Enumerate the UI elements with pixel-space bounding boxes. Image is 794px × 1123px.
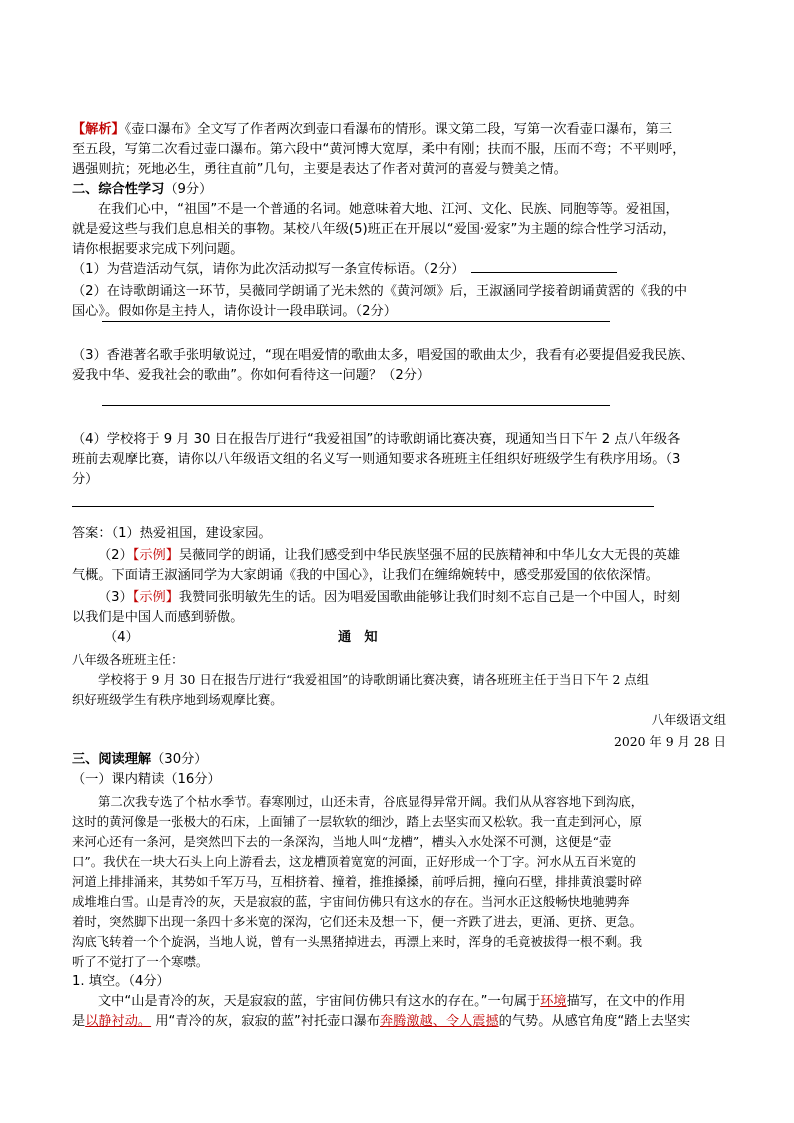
analysis-line-2: 至五段，写第二次看过壶口瀑布。第六段中“黄河博大宽厚，柔中有刚；扶而不服，压而不弯；不平则呼， — [72, 142, 686, 157]
analysis-line-1 — [72, 120, 672, 140]
answer-2-line-2: 气概。下面请王淑涵同学为大家朗诵《我的中国心》，让我们在缠绵婉转中，感受那爱国的依依深情。 — [72, 568, 659, 583]
analysis-text-1: 《壶口瀑布》全文写了作者两次到壶口看瀑布的情形。课文第二段，写第一次看壶口瀑布，第三 — [124, 122, 673, 137]
passage-line-5: 河道上排排涌来，其势如千军万马，互相挤着、撞着，推推搡搡，前呼后拥，撞向石壁，排排黄浪霎时碎 — [72, 874, 642, 889]
question-1-text: （1）为营造活动气氛，请你为此次活动拟写一条宣传标语。（2分） — [72, 262, 465, 277]
fill-text-1b: 描写，在文中的作用 — [566, 994, 686, 1009]
answer-3-line-2: 以我们是中国人而感到骄傲。 — [72, 610, 244, 625]
passage-line-7: 着时，突然脚下出现一条四十多米宽的深沟，它们还未及想一下，便一齐跌了进去，更涌、更挤、更急。 — [72, 914, 642, 929]
answer-line-4[interactable] — [72, 506, 654, 507]
section2-heading — [72, 180, 212, 200]
question-3-line-1: （3）香港著名歌手张明敏说过，“现在唱爱情的歌曲太多，唱爱国的歌曲太少，我看有必要提倡爱我民族、 — [72, 348, 694, 363]
fill-line-1 — [98, 992, 685, 1012]
answer-4-prefix: （4） — [104, 630, 139, 645]
fill-text-2a: 是 — [72, 1014, 86, 1029]
question-4-line-3: 分） — [72, 472, 99, 487]
passage-line-8: 沟底飞转着一个个旋涡，当地人说，曾有一头黑猪掉进去，再漂上来时，浑身的毛竟被拔得一根不剩。我 — [72, 934, 642, 949]
passage-line-9: 听了不觉打了一个寒噤。 — [72, 954, 209, 969]
section2-intro-1: 在我们心中，“祖国”不是一个普通的名词。她意味着大地、江河、文化、民族、同胞等等。爱祖国， — [98, 202, 679, 217]
section3-heading — [72, 750, 207, 770]
notice-recipient: 八年级各班班主任： — [72, 652, 184, 667]
section3-subheading: （一）课内精读（16分） — [72, 772, 221, 787]
fill-answer-3: 奔腾激越、令人震撼 — [379, 1014, 499, 1029]
question-fill-heading: 1. 填空。（4分） — [72, 974, 170, 989]
question-4-line-2: 班前去观摩比赛，请你以八年级语文组的名义写一则通知要求各班班主任组织好班级学生有秩序用场。（3 — [72, 452, 681, 467]
answer-line-3[interactable] — [102, 405, 610, 406]
notice-body-2: 织好班级学生有秩序地到场观摩比赛。 — [72, 692, 283, 707]
notice-date: 2020 年 9 月 28 日 — [613, 734, 726, 749]
section3-title: 三、阅读理解 — [72, 752, 152, 767]
passage-line-6: 成堆堆白雪。山是青冷的灰，天是寂寂的蓝，宇宙间仿佛只有这水的存在。当河水正这般畅快地驰骋奔 — [72, 894, 630, 909]
notice-title: 通 知 — [338, 630, 378, 645]
section3-score: （30分） — [151, 752, 208, 767]
answer-2-tag: 【示例】 — [132, 548, 179, 563]
fill-text-1a: 文中“山是青冷的灰，天是寂寂的蓝，宇宙间仿佛只有这水的存在。”一句属于 — [98, 994, 541, 1009]
fill-answer-1: 环境 — [540, 994, 567, 1009]
analysis-line-3: 遇强则抗；死地必生，勇往直前”几句，主要是表达了作者对黄河的喜爱与赞美之情。 — [72, 162, 567, 177]
question-2-line-2: 国心》。假如你是主持人，请你设计一段串联词。（2分） — [72, 304, 397, 319]
section2-title: 二、综合性学习 — [72, 182, 165, 197]
answer-3-line-1 — [98, 588, 680, 608]
notice-signature: 八年级语文组 — [651, 712, 726, 727]
analysis-tag: 【解析】 — [72, 122, 125, 137]
answer-3-text: 我赞同张明敏先生的话。因为唱爱国歌曲能够让我们时刻不忘自己是一个中国人，时刻 — [178, 590, 681, 605]
answer-2-prefix: （2） — [98, 548, 133, 563]
fill-line-2 — [72, 1012, 690, 1032]
answer-3-prefix: （3） — [98, 590, 133, 605]
passage-line-3: 来河心还有一条河，是突然凹下去的一条深沟，当地人叫“龙槽”，槽头入水处深不可测，这便是“壶 — [72, 834, 612, 849]
passage-line-1: 第二次我专选了个枯水季节。春寒刚过，山还未青，谷底显得异常开阔。我们从从容容地下到沟底， — [98, 794, 644, 809]
answer-blank-1[interactable] — [471, 260, 617, 273]
fill-text-2c: 的气势。从感官角度“踏上去坚实 — [498, 1014, 691, 1029]
question-3-line-2: 爱我中华、爱我社会的歌曲”。你如何看待这一问题？（2分） — [72, 368, 431, 383]
answer-2-line-1 — [98, 546, 680, 566]
fill-answer-2: 以静衬动。 — [85, 1014, 152, 1029]
fill-text-2b: 用“青冷的灰，寂寂的蓝”衬托壶口瀑布 — [151, 1014, 380, 1029]
question-2-line-1: （2）在诗歌朗诵这一环节，吴薇同学朗诵了光未然的《黄河颂》后，王淑涵同学接着朗诵黄霑的《我的中 — [72, 284, 688, 299]
section2-intro-3: 请你根据要求完成下列问题。 — [72, 242, 244, 257]
section2-score: （9分） — [164, 182, 213, 197]
passage-line-2: 这时的黄河像是一张极大的石床，上面铺了一层软软的细沙，踏上去坚实而又松软。我一直走到河心，原 — [72, 814, 642, 829]
section2-intro-2: 就是爱这些与我们息息相关的事物。某校八年级(5)班正在开展以“爱国·爱家”为主题的综合性学习活动， — [72, 222, 676, 237]
answer-3-tag: 【示例】 — [132, 590, 179, 605]
answer-line-2[interactable] — [102, 321, 610, 322]
answer-2-text: 吴薇同学的朗诵，让我们感受到中华民族坚强不屈的民族精神和中华儿女大无畏的英雄 — [178, 548, 681, 563]
question-1 — [72, 260, 617, 280]
answer-1: 答案：（1）热爱祖国，建设家园。 — [72, 526, 272, 541]
passage-line-4: 口”。我伏在一块大石头上向上游看去，这龙槽顶着宽宽的河面，正好形成一个丁字。河水从五百米宽的 — [72, 854, 636, 869]
question-4-line-1: （4）学校将于 9 月 30 日在报告厅进行“我爱祖国”的诗歌朗诵比赛决赛，现通知当日下午 2 点八年级各 — [72, 432, 681, 447]
notice-body-1: 学校将于 9 月 30 日在报告厅进行“我爱祖国”的诗歌朗诵比赛决赛，请各班班主任于当日下午 2 点组 — [98, 672, 650, 687]
